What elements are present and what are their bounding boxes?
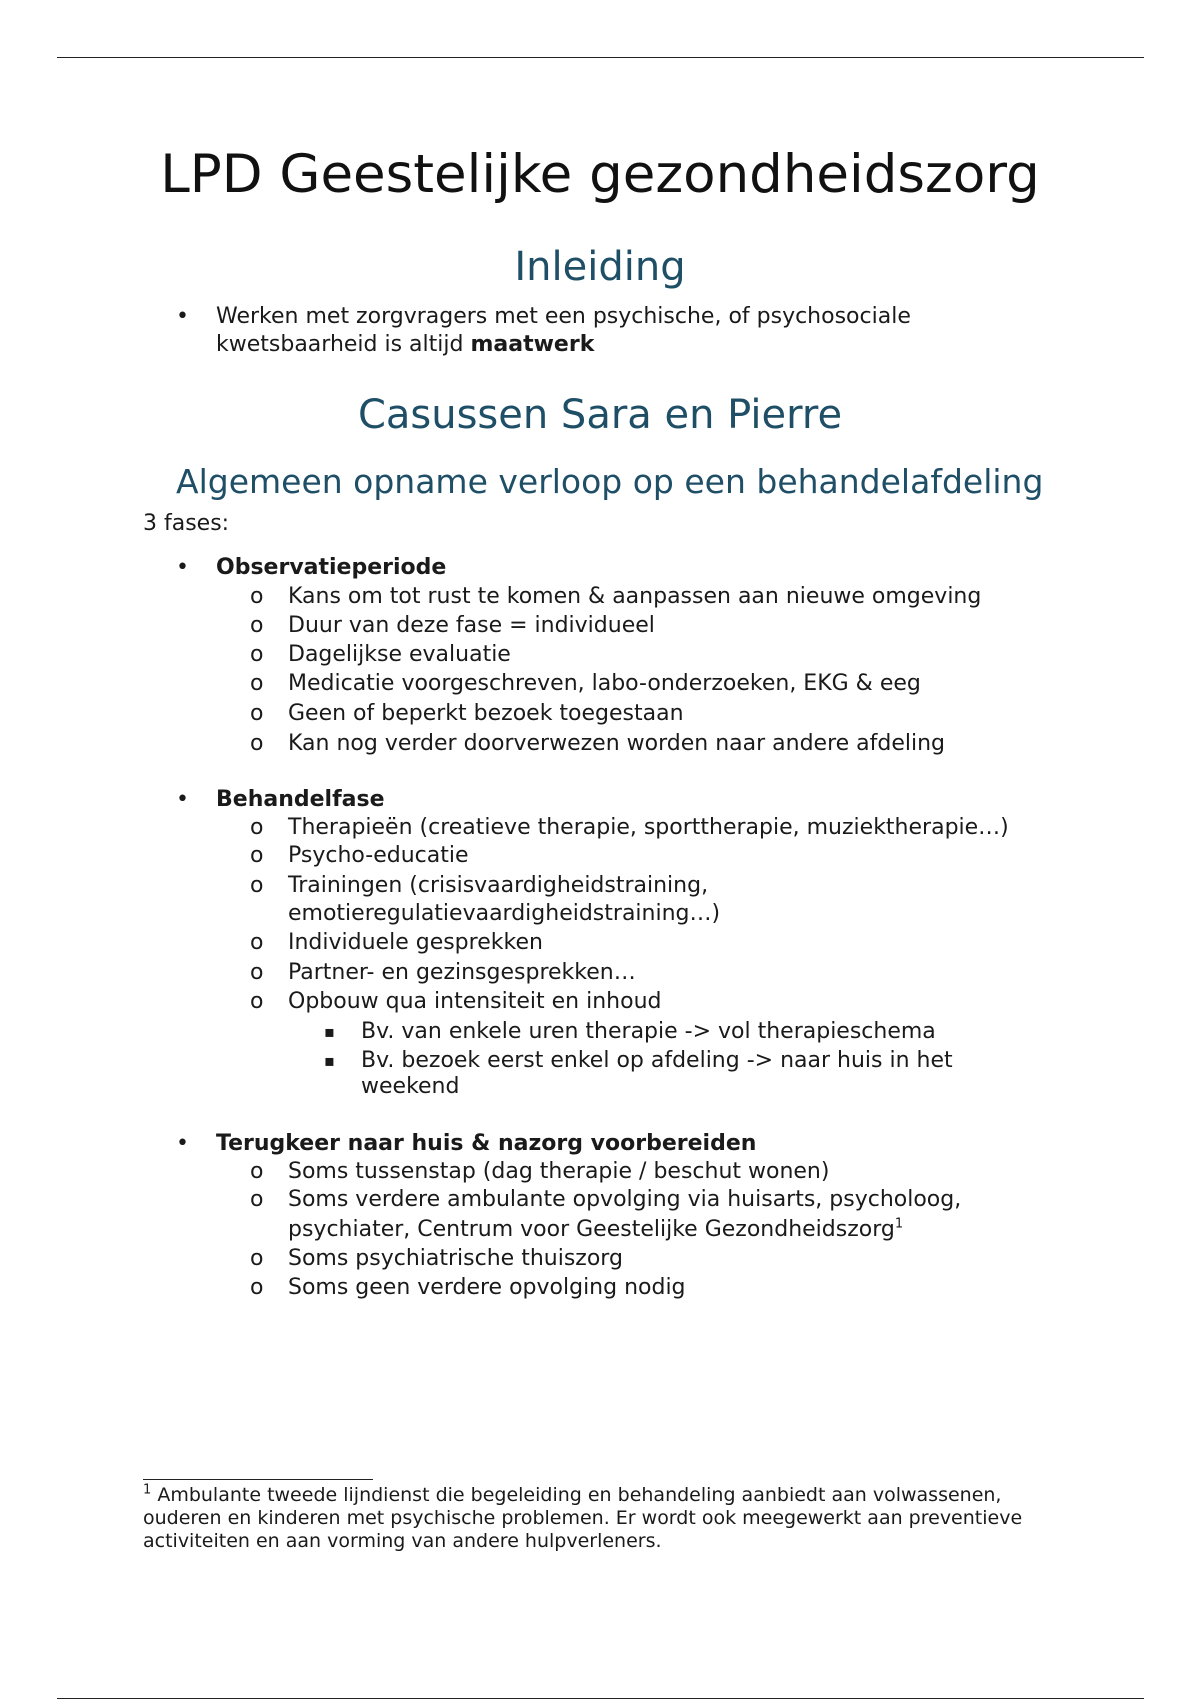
phase-2-sub-item: Bv. van enkele uren therapie -> vol therapieschema [361,1019,936,1044]
phase-3-item: Soms psychiatrische thuiszorg [288,1246,623,1271]
phase-2-item: Trainingen (crisisvaardigheidstraining, [288,873,709,898]
footnote-number: 1 [143,1482,152,1498]
phase-3-item: Soms verdere ambulante opvolging via huisarts, psycholoog, [288,1187,962,1212]
subheading-opname-verloop: Algemeen opname verloop op een behandelafdeling [176,462,1044,501]
phase-2-item: Opbouw qua intensiteit en inhoud [288,989,662,1014]
phase-1-item: Dagelijkse evaluatie [288,642,511,667]
phase-3-item: Soms geen verdere opvolging nodig [288,1275,686,1300]
phase-1-item: Geen of beperkt bezoek toegestaan [288,701,684,726]
sub-marker: o [250,843,264,868]
phase-1-item: Duur van deze fase = individueel [288,613,655,638]
phase-1-label: Observatieperiode [216,555,447,580]
phase-1-item: Kans om tot rust te komen & aanpassen aan nieuwe omgeving [288,584,982,609]
sub-marker: o [250,584,264,609]
footer-rule [57,1698,1144,1699]
sub-marker: o [250,642,264,667]
sub-marker: o [250,1187,264,1212]
square-marker: ▪ [324,1022,335,1041]
sub-marker: o [250,671,264,696]
intro-bullet-line-1: Werken met zorgvragers met een psychische, of psychosociale [216,304,911,329]
sub-marker: o [250,1275,264,1300]
sub-marker: o [250,989,264,1014]
phase-1-item: Kan nog verder doorverwezen worden naar andere afdeling [288,731,946,756]
phase-1-item: Medicatie voorgeschreven, labo-onderzoeken, EKG & eeg [288,671,921,696]
bullet-marker: • [176,304,189,329]
heading-casussen: Casussen Sara en Pierre [357,392,843,438]
phase-2-item: Therapieën (creatieve therapie, sporttherapie, muziektherapie…) [288,815,1009,840]
footnote: $^1$ Ambulante tweede lijndienst die begeleiding en behandeling aanbiedt aan volwassenen, ouderen en kinderen met psychische problemen. Er wordt ook meegewerkt aan preventieve activiteiten en aan vorming van andere hulpverleners. [143,1482,1023,1552]
sub-marker: o [250,815,264,840]
header-rule [57,57,1144,58]
phase-2-item: Partner- en gezinsgesprekken… [288,960,636,985]
intro-bullet-line-2: kwetsbaarheid is altijd maatwerk [216,332,595,357]
square-marker: ▪ [324,1051,335,1070]
phase-3-item: Soms tussenstap (dag therapie / beschut wonen) [288,1159,830,1184]
sub-marker: o [250,873,264,898]
phase-2-item-continued: emotieregulatievaardigheidstraining…) [288,901,721,926]
page-title: LPD Geestelijke gezondheidszorg [160,144,1040,205]
phases-intro: 3 fases: [143,511,230,536]
bullet-marker: • [176,1131,189,1156]
phase-2-item: Psycho-educatie [288,843,469,868]
sub-marker: o [250,960,264,985]
sub-marker: o [250,731,264,756]
phase-2-sub-item: Bv. bezoek eerst enkel op afdeling -> naar huis in het [361,1048,953,1073]
sub-marker: o [250,613,264,638]
phase-3-item-continued: psychiater, Centrum voor Geestelijke Gezondheidszorg$^1$ [288,1216,904,1242]
heading-inleiding: Inleiding [514,244,686,290]
footnote-ref[interactable]: 1 [894,1216,904,1232]
bullet-marker: • [176,787,189,812]
footnote-separator [143,1479,373,1480]
sub-marker: o [250,930,264,955]
bullet-marker: • [176,555,189,580]
sub-marker: o [250,1159,264,1184]
intro-bold-term: maatwerk [470,332,595,357]
sub-marker: o [250,701,264,726]
sub-marker: o [250,1246,264,1271]
phase-2-sub-item-continued: weekend [361,1074,460,1099]
phase-2-item: Individuele gesprekken [288,930,543,955]
phase-3-label: Terugkeer naar huis & nazorg voorbereiden [216,1131,757,1156]
phase-2-label: Behandelfase [216,787,385,812]
